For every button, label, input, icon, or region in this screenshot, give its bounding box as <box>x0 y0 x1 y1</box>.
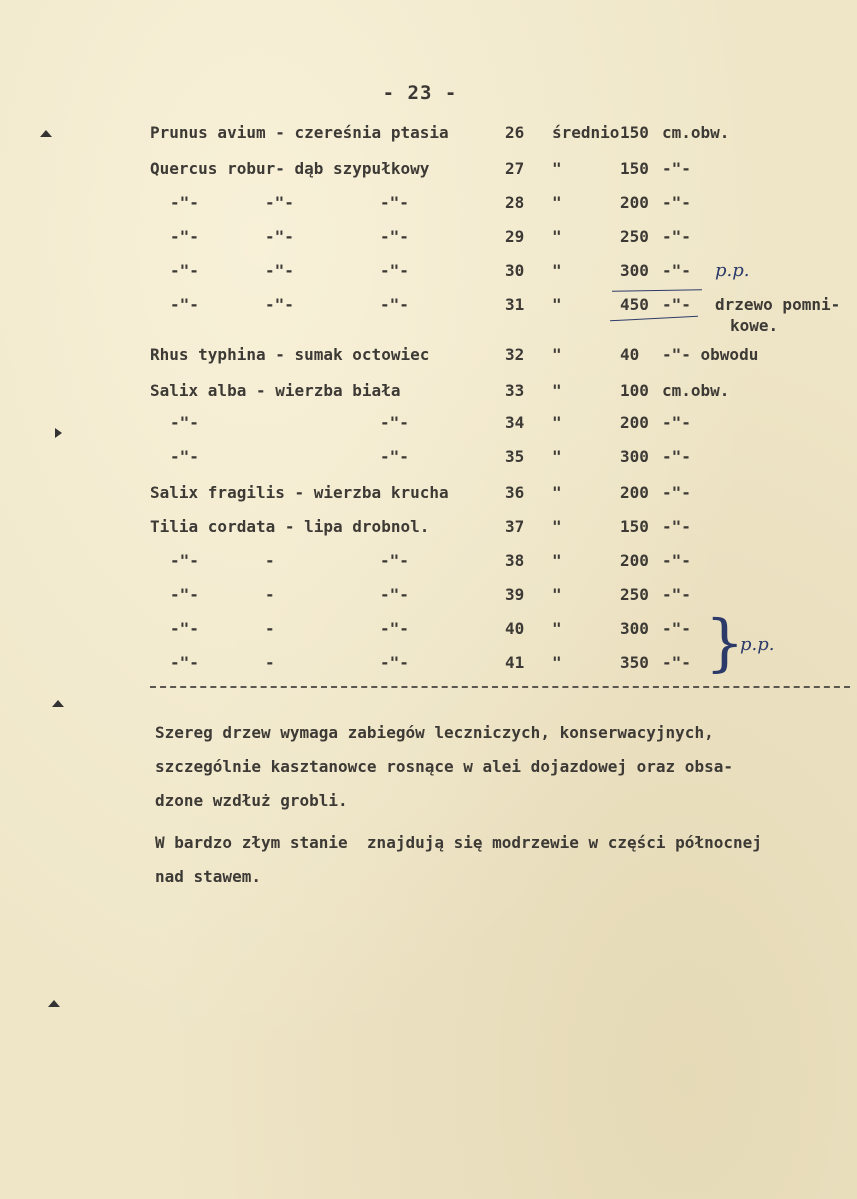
unit-label: -"- <box>662 261 691 280</box>
table-row <box>0 408 857 438</box>
table-row <box>0 222 857 252</box>
tree-number: 31 <box>505 295 525 314</box>
brace-mark: } <box>705 606 745 679</box>
species-name: Salix fragilis - wierzba krucha <box>150 483 449 502</box>
paragraph-line-2: szczególnie kasztanowce rosnące w alei dojazdowej oraz obsa- <box>155 757 733 776</box>
qualifier: " <box>552 193 562 212</box>
ditto-mark: -"- <box>170 653 199 672</box>
circumference-value: 150 <box>620 517 649 536</box>
ditto-mark: -"- <box>380 447 409 466</box>
tree-number: 40 <box>505 619 525 638</box>
tree-number: 27 <box>505 159 525 178</box>
tree-number: 38 <box>505 551 525 570</box>
circumference-value: 300 <box>620 619 649 638</box>
qualifier: " <box>552 381 562 400</box>
tree-number: 29 <box>505 227 525 246</box>
ditto-mark: -"- <box>380 261 409 280</box>
note-continuation: kowe. <box>730 316 779 335</box>
tree-number: 35 <box>505 447 525 466</box>
species-name: Quercus robur- dąb szypułkowy <box>150 159 430 178</box>
species-name: Salix alba - wierzba biała <box>150 381 401 400</box>
qualifier: średnio <box>552 123 620 142</box>
circumference-value: 40 <box>620 345 640 364</box>
ditto-mark: -"- <box>380 585 409 604</box>
ditto-mark: -"- <box>380 227 409 246</box>
unit-label: cm.obw. <box>662 381 730 400</box>
qualifier: " <box>552 551 562 570</box>
row-note: p.p. <box>715 260 750 281</box>
qualifier: " <box>552 413 562 432</box>
tree-number: 34 <box>505 413 525 432</box>
qualifier: " <box>552 447 562 466</box>
brace-note: p.p. <box>740 634 775 655</box>
unit-label: -"- <box>662 619 691 638</box>
tree-number: 39 <box>505 585 525 604</box>
qualifier: " <box>552 653 562 672</box>
circumference-value: 350 <box>620 653 649 672</box>
circumference-value: 100 <box>620 381 649 400</box>
unit-label: -"- <box>662 193 691 212</box>
tree-number: 37 <box>505 517 525 536</box>
ditto-mark: -"- <box>265 227 294 246</box>
unit-label: -"- <box>662 295 691 314</box>
tree-number: 26 <box>505 123 525 142</box>
table-row <box>0 188 857 218</box>
ditto-mark: - <box>265 619 275 638</box>
paragraph-line-3: dzone wzdłuż grobli. <box>155 791 348 810</box>
tree-number: 30 <box>505 261 525 280</box>
binding-hole-mark <box>52 700 64 707</box>
unit-label: -"- <box>662 413 691 432</box>
qualifier: " <box>552 585 562 604</box>
ditto-mark: -"- <box>170 413 199 432</box>
ditto-mark: -"- <box>265 261 294 280</box>
ditto-mark: -"- <box>170 551 199 570</box>
ditto-mark: -"- <box>170 295 199 314</box>
qualifier: " <box>552 345 562 364</box>
tree-number: 32 <box>505 345 525 364</box>
ditto-mark: -"- <box>170 227 199 246</box>
ditto-mark: -"- <box>170 619 199 638</box>
circumference-value: 300 <box>620 447 649 466</box>
ditto-mark: -"- <box>170 585 199 604</box>
ditto-mark: -"- <box>380 295 409 314</box>
species-name: Rhus typhina - sumak octowiec <box>150 345 430 364</box>
page-number: - 23 - <box>382 82 458 104</box>
species-name: Prunus avium - czereśnia ptasia <box>150 123 449 142</box>
circumference-value: 200 <box>620 193 649 212</box>
ditto-mark: -"- <box>380 413 409 432</box>
unit-label: -"- <box>662 447 691 466</box>
row-note: drzewo pomni- <box>715 295 841 314</box>
unit-label: -"- <box>662 653 691 672</box>
ditto-mark: -"- <box>170 447 199 466</box>
ditto-mark: -"- <box>380 653 409 672</box>
unit-label: -"- obwodu <box>662 345 759 364</box>
paragraph-line-1: Szereg drzew wymaga zabiegów leczniczych, konserwacyjnych, <box>155 723 714 742</box>
qualifier: " <box>552 159 562 178</box>
paragraph-line-5: nad stawem. <box>155 867 261 886</box>
unit-label: -"- <box>662 227 691 246</box>
table-row <box>0 442 857 472</box>
table-row <box>0 512 857 542</box>
table-row <box>0 340 857 370</box>
qualifier: " <box>552 227 562 246</box>
table-row <box>0 256 857 286</box>
ditto-mark: -"- <box>380 193 409 212</box>
circumference-value: 150 <box>620 159 649 178</box>
unit-label: cm.obw. <box>662 123 730 142</box>
ditto-mark: -"- <box>170 193 199 212</box>
binding-hole-mark <box>55 428 62 438</box>
tree-number: 41 <box>505 653 525 672</box>
tree-number: 33 <box>505 381 525 400</box>
table-row <box>0 478 857 508</box>
qualifier: " <box>552 261 562 280</box>
binding-hole-mark <box>48 1000 60 1007</box>
circumference-value: 200 <box>620 413 649 432</box>
circumference-value: 250 <box>620 585 649 604</box>
species-name: Tilia cordata - lipa drobnol. <box>150 517 430 536</box>
table-row <box>0 118 857 148</box>
ditto-mark: -"- <box>170 261 199 280</box>
unit-label: -"- <box>662 483 691 502</box>
circumference-value: 200 <box>620 483 649 502</box>
ditto-mark: - <box>265 585 275 604</box>
qualifier: " <box>552 483 562 502</box>
ditto-mark: -"- <box>265 295 294 314</box>
paragraph-line-4: W bardzo złym stanie znajdują się modrzewie w części północnej <box>155 833 762 852</box>
ditto-mark: -"- <box>380 619 409 638</box>
unit-label: -"- <box>662 585 691 604</box>
qualifier: " <box>552 295 562 314</box>
tree-number: 36 <box>505 483 525 502</box>
circumference-value: 300 <box>620 261 649 280</box>
unit-label: -"- <box>662 159 691 178</box>
tree-number: 28 <box>505 193 525 212</box>
unit-label: -"- <box>662 551 691 570</box>
ditto-mark: - <box>265 653 275 672</box>
circumference-value: 250 <box>620 227 649 246</box>
circumference-value: 150 <box>620 123 649 142</box>
qualifier: " <box>552 619 562 638</box>
table-row <box>0 546 857 576</box>
circumference-value: 450 <box>620 295 649 314</box>
binding-hole-mark <box>40 130 52 137</box>
unit-label: -"- <box>662 517 691 536</box>
qualifier: " <box>552 517 562 536</box>
table-row <box>0 154 857 184</box>
circumference-value: 200 <box>620 551 649 570</box>
table-row <box>0 290 857 320</box>
ditto-mark: -"- <box>380 551 409 570</box>
separator-line <box>150 686 850 688</box>
ditto-mark: - <box>265 551 275 570</box>
table-row <box>0 376 857 406</box>
ditto-mark: -"- <box>265 193 294 212</box>
